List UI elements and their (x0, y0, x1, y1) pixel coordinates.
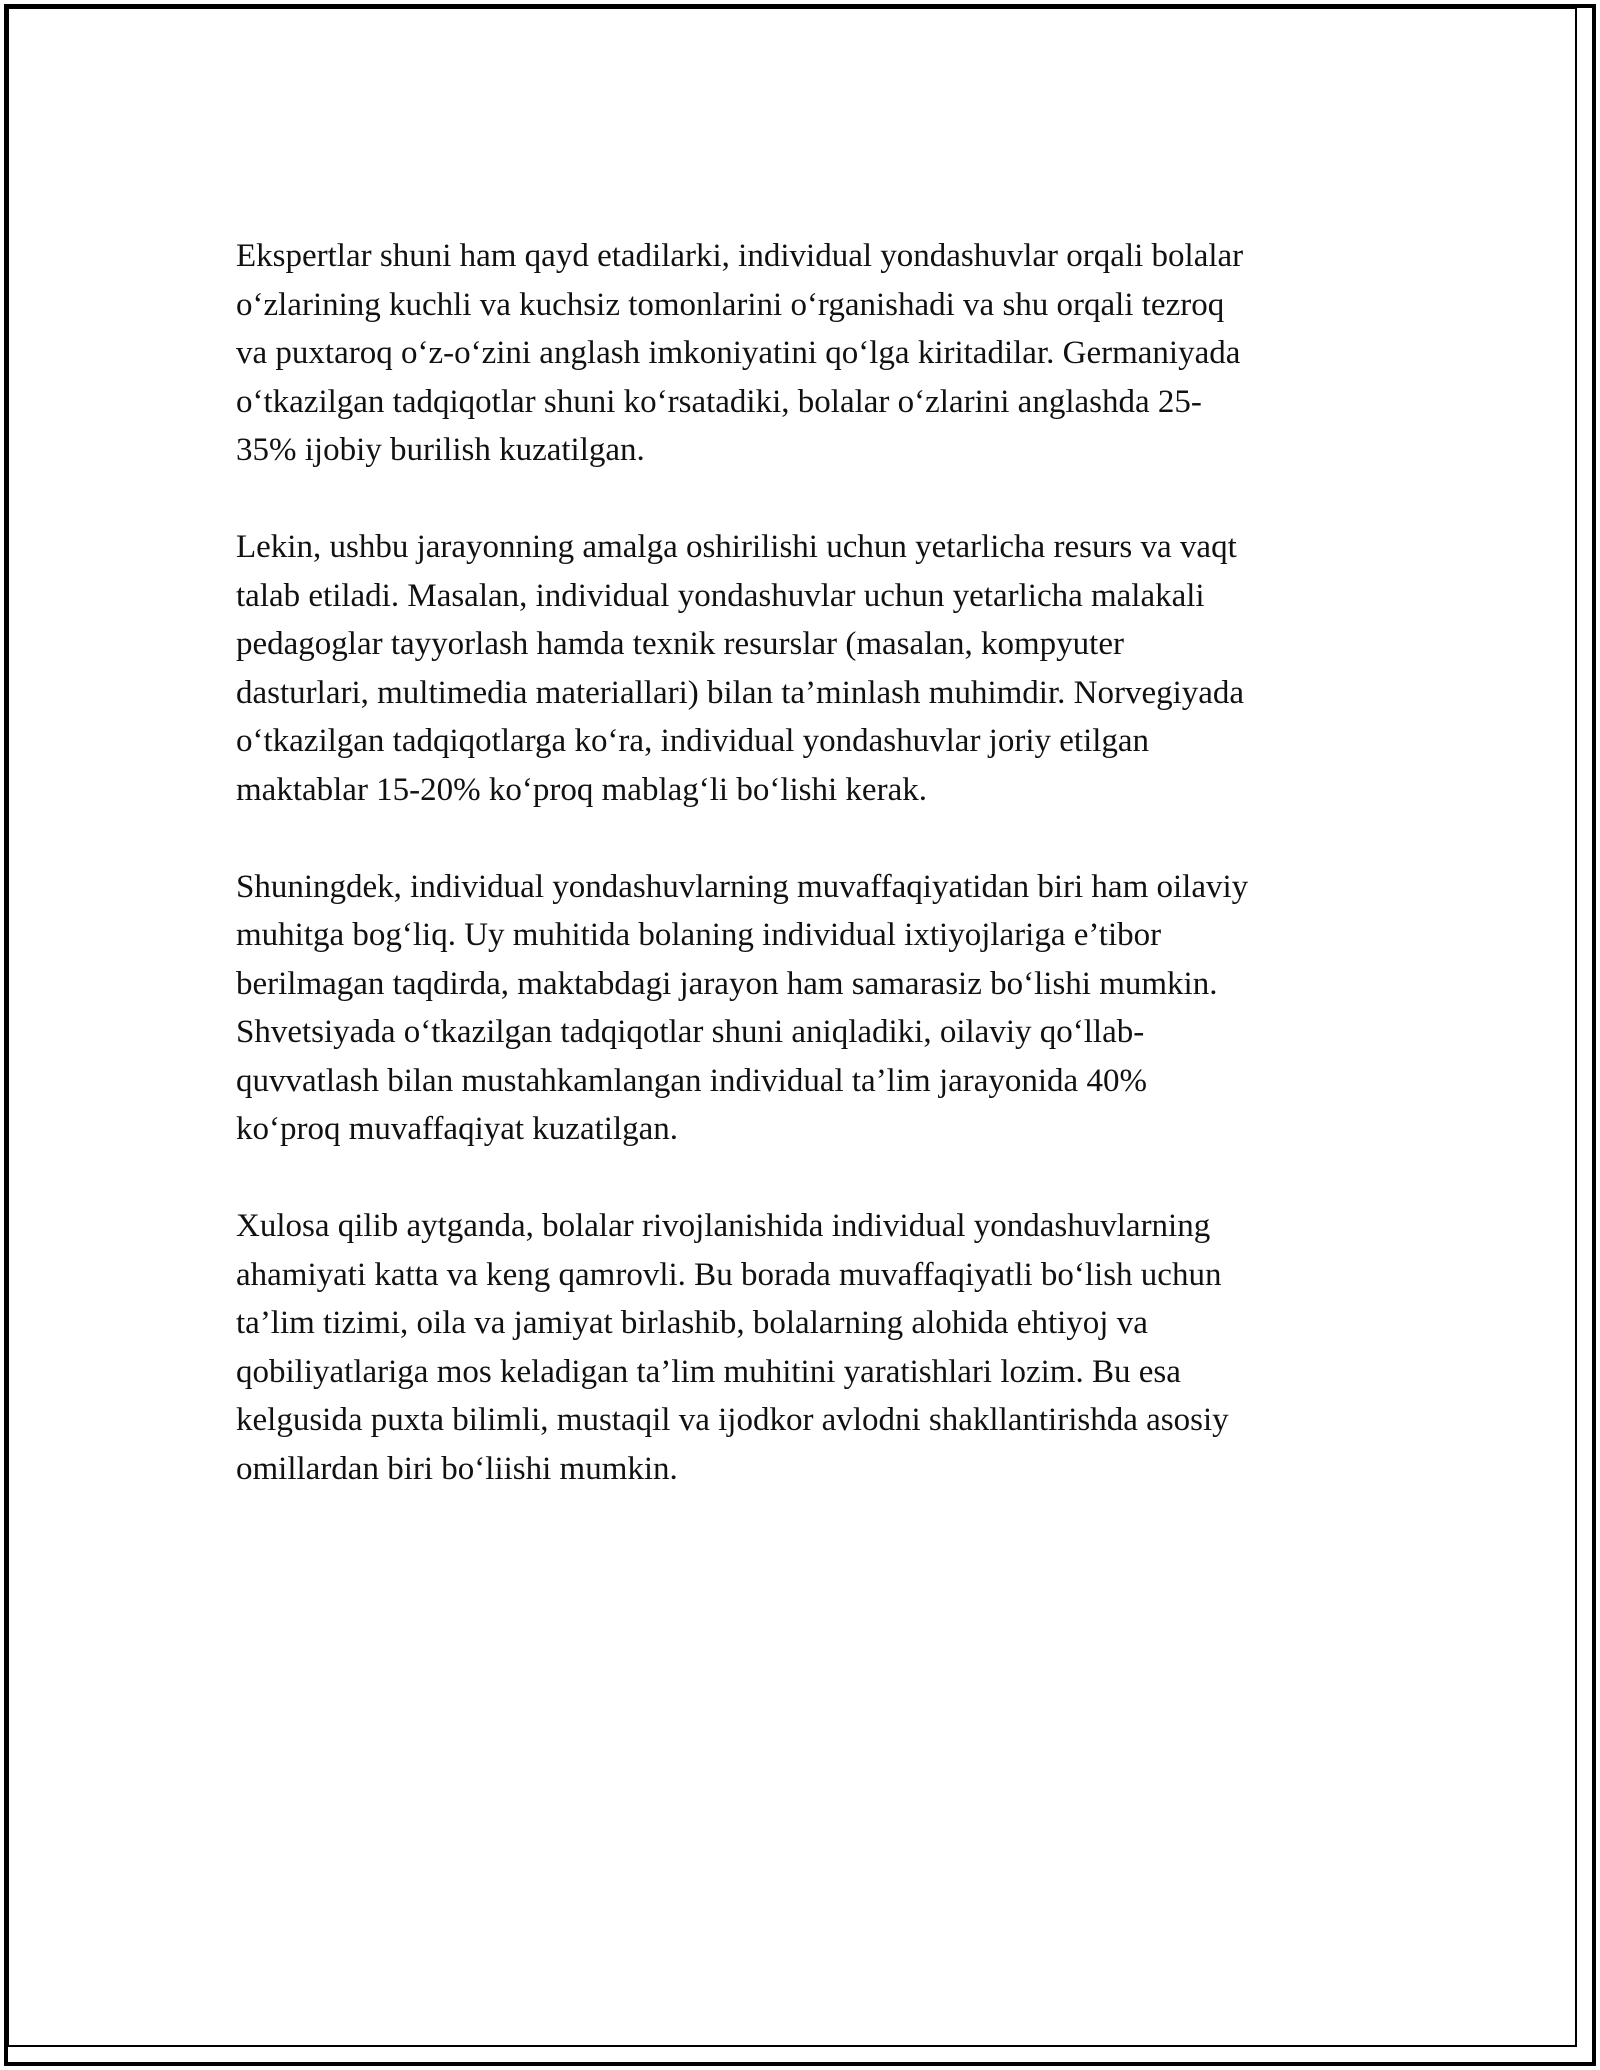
paragraph-line: Ekspertlar shuni ham qayd etadilarki, individual yondashuvlar orqali bolalar (236, 238, 1244, 274)
paragraph-line: qobiliyatlariga mos keladigan ta’lim muhitini yaratishlari lozim. Bu esa (236, 1353, 1181, 1390)
paragraph-line: o‘zlarining kuchli va kuchsiz tomonlarini o‘rganishadi va shu orqali tezroq (236, 286, 1225, 323)
paragraph-line: omillardan biri bo‘liishi mumkin. (236, 1450, 678, 1487)
paragraph-1 (236, 232, 1366, 475)
paragraph-line: kelgusida puxta bilimli, mustaqil va ijodkor avlodni shakllantirishda asosiy (236, 1402, 1229, 1438)
paragraph-line: 35% ijobiy burilish kuzatilgan. (236, 432, 645, 468)
paragraph-line: talab etiladi. Masalan, individual yondashuvlar uchun yetarlicha malakali (236, 577, 1205, 614)
paragraph-line: Xulosa qilib aytganda, bolalar rivojlanishida individual yondashuvlarning (236, 1208, 1211, 1244)
paragraph-line: o‘tkazilgan tadqiqotlarga ko‘ra, individual yondashuvlar joriy etilgan (236, 723, 1150, 759)
paragraph-2 (236, 523, 1366, 814)
paragraph-line: Shuningdek, individual yondashuvlarning muvaffaqiyatidan biri ham oilaviy (236, 868, 1249, 905)
paragraph-line: va puxtaroq o‘z-o‘zini anglash imkoniyatini qo‘lga kiritadilar. Germaniyada (236, 335, 1241, 371)
paragraph-line: muhitga bog‘liq. Uy muhitida bolaning individual ixtiyojlariga e’tibor (236, 917, 1162, 953)
paragraph-3 (236, 863, 1366, 1154)
paragraph-line: o‘tkazilgan tadqiqotlar shuni ko‘rsatadiki, bolalar o‘zlarini anglashda 25- (236, 383, 1202, 420)
paragraph-line: quvvatlash bilan mustahkamlangan individual ta’lim jarayonida 40% (236, 1062, 1147, 1099)
paragraph-line: ahamiyati katta va keng qamrovli. Bu borada muvaffaqiyatli bo‘lish uchun (236, 1256, 1222, 1293)
paragraph-line: Shvetsiyada o‘tkazilgan tadqiqotlar shuni aniqladiki, oilaviy qo‘llab- (236, 1014, 1145, 1050)
paragraph-line: dasturlari, multimedia materiallari) bilan ta’minlash muhimdir. Norvegiyada (236, 674, 1245, 711)
document-body (236, 232, 1366, 1542)
paragraph-line: ko‘proq muvaffaqiyat kuzatilgan. (236, 1111, 679, 1147)
paragraph-line: pedagoglar tayyorlash hamda texnik resurslar (masalan, kompyuter (236, 626, 1124, 662)
paragraph-line: berilmagan taqdirda, maktabdagi jarayon ham samarasiz bo‘lishi mumkin. (236, 965, 1218, 1002)
paragraph-line: ta’lim tizimi, oila va jamiyat birlashib, bolalarning alohida ehtiyoj va (236, 1305, 1148, 1341)
paragraph-4 (236, 1202, 1366, 1493)
paragraph-line: maktablar 15-20% ko‘proq mablag‘li bo‘lishi kerak. (236, 771, 927, 808)
paragraph-line: Lekin, ushbu jarayonning amalga oshirilishi uchun yetarlicha resurs va vaqt (236, 529, 1237, 565)
